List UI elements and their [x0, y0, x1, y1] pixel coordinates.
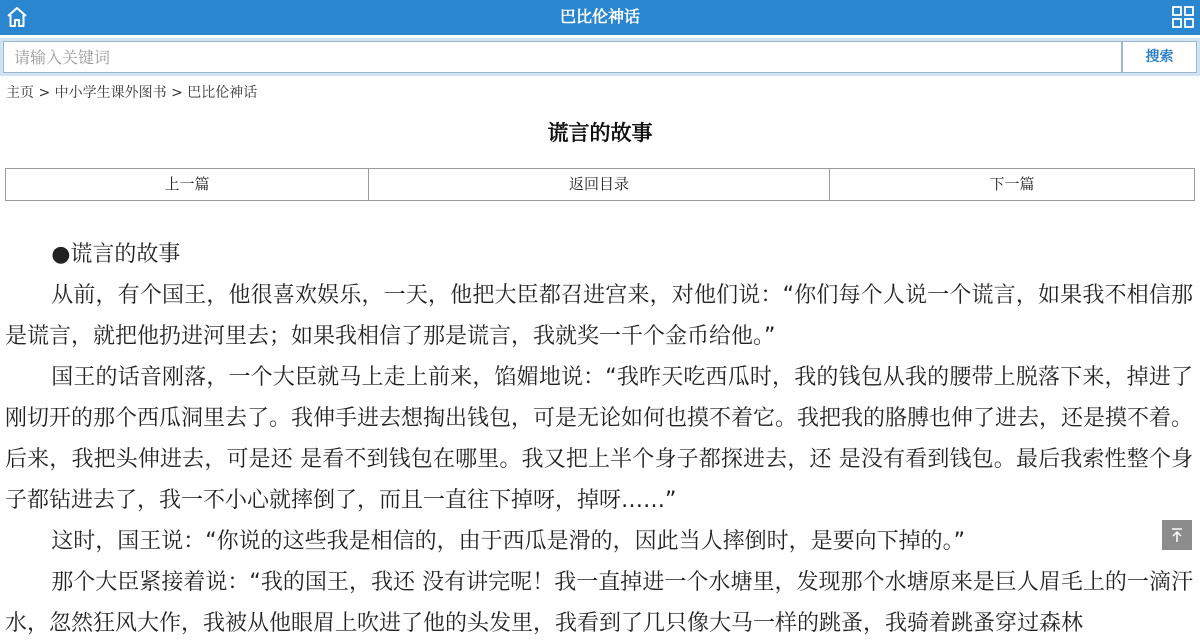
back-to-top-button[interactable] [1162, 520, 1192, 550]
breadcrumb-item-book[interactable]: 巴比伦神话 [187, 85, 258, 101]
article-paragraph: 从前，有个国王，他很喜欢娱乐，一天，他把大臣都召进宫来，对他们说：“你们每个人说一个谎言，如果我不相信那是谎言，就把他扔进河里去；如果我相信了那是谎言，我就奖一千个金币给他。” [5, 283, 1193, 349]
prev-article-button[interactable]: 上一篇 [5, 168, 369, 201]
page-header-title: 巴比伦神话 [559, 7, 640, 26]
back-to-toc-button[interactable]: 返回目录 [368, 168, 830, 201]
breadcrumb-separator: > [34, 85, 55, 101]
article-body [5, 234, 1193, 644]
article-paragraph: 那个大臣紧接着说：“我的国王，我还 没有讲完呢！我一直掉进一个水塘里，发现那个水塘原来是巨人眉毛上的一滴汗水，忽然狂风大作，我被从他眼眉上吹进了他的头发里，我看到了几只像大马一样的跳蚤，我骑着跳蚤穿过森林 [5, 570, 1193, 636]
article-paragraph: 国王的话音刚落，一个大臣就马上走上前来，馅媚地说：“我昨天吃西瓜时，我的钱包从我的腰带上脱落下来，掉进了刚切开的那个西瓜洞里去了。我伸手进去想掏出钱包，可是无论如何也摸不着它。我把我的胳膊也伸了进去，还是摸不着。后来，我把头伸进去，可是还 是看不到钱包在哪里。我又把上半个身子都探进去，还 是没有看到钱包。最后我索性整个身子都钻进去了，我一不小心就摔倒了，而且一直往下掉呀，掉呀……” [5, 365, 1194, 513]
article-paragraph: ●谎言的故事 [51, 242, 181, 267]
article-pager [5, 168, 1195, 201]
search-button[interactable]: 搜索 [1122, 41, 1197, 73]
next-article-button[interactable]: 下一篇 [829, 168, 1195, 201]
top-header [0, 0, 1200, 35]
breadcrumb-item-category[interactable]: 中小学生课外图书 [54, 85, 167, 101]
grid-menu-icon[interactable] [1171, 5, 1195, 29]
search-input[interactable] [3, 41, 1122, 73]
breadcrumb [6, 83, 257, 103]
article-title: 谎言的故事 [547, 121, 653, 145]
breadcrumb-item-home[interactable]: 主页 [6, 85, 34, 101]
search-bar [0, 38, 1200, 76]
arrow-up-to-top-icon [1162, 520, 1192, 550]
breadcrumb-separator: > [166, 85, 188, 101]
article-paragraph: 这时，国王说：“你说的这些我是相信的，由于西瓜是滑的，因此当人摔倒时，是要向下掉的。” [51, 529, 965, 554]
